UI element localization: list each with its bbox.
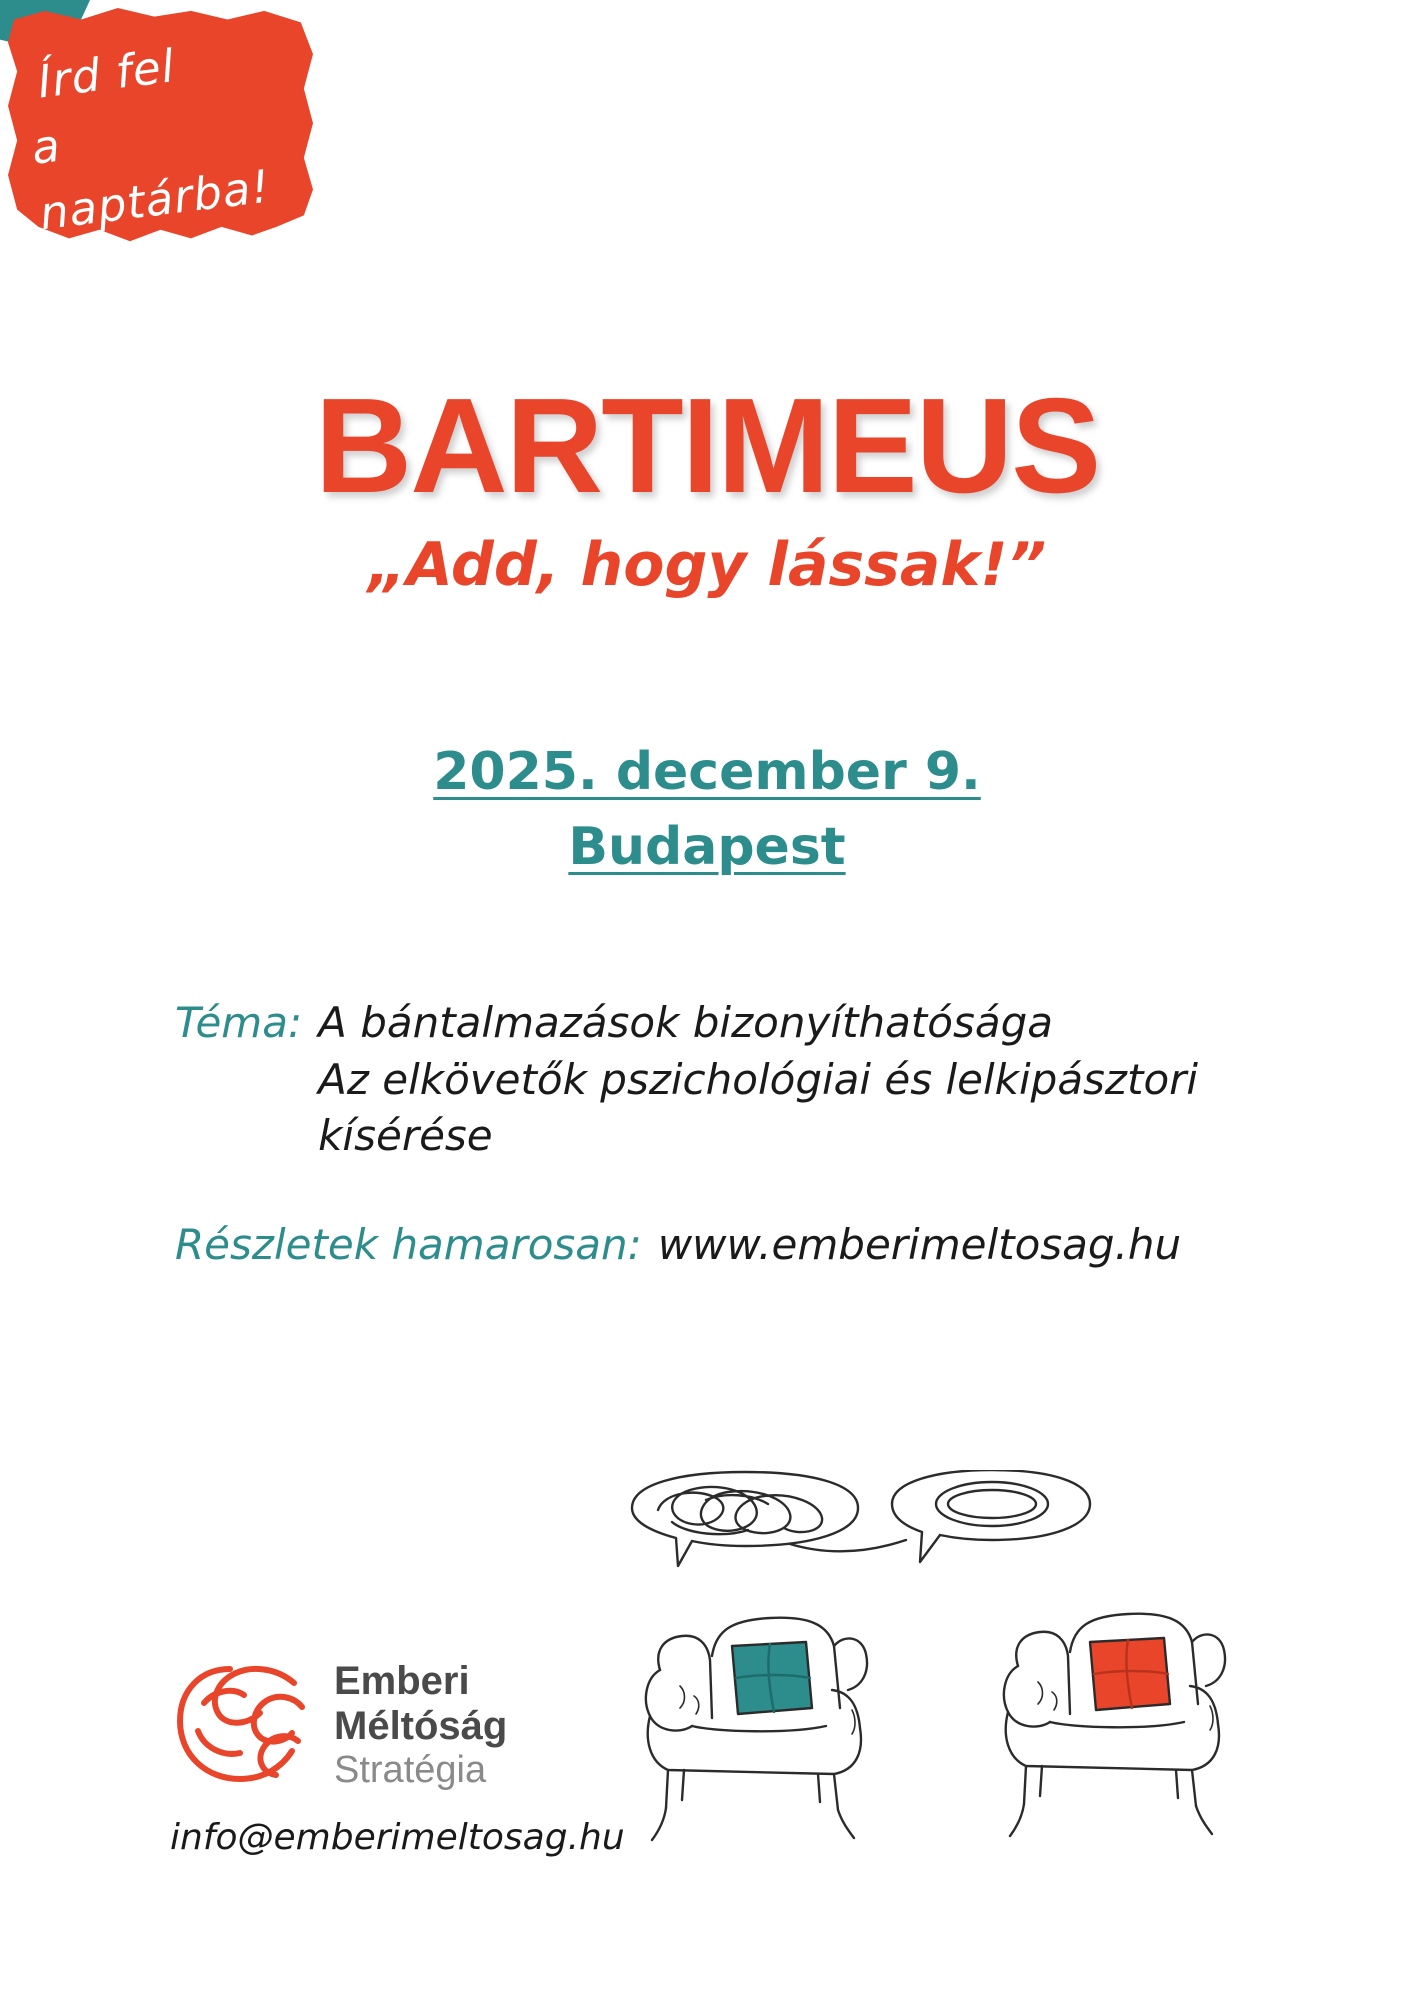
details-section	[175, 995, 1295, 1284]
topic-values	[318, 995, 1295, 1165]
logo-line-3: Stratégia	[334, 1748, 487, 1791]
info-row	[175, 1217, 1295, 1274]
event-date: 2025. december 9.	[433, 742, 981, 802]
logo-row	[170, 1655, 590, 1795]
topic-line-2: Az elkövetők pszichológiai és lelkipásztori kísérése	[318, 1054, 1199, 1161]
calendar-sticker	[0, 0, 330, 320]
page-title: BARTIMEUS	[314, 370, 1100, 521]
sticker-text	[28, 20, 306, 245]
sticker-line-2: a naptárba!	[28, 118, 274, 240]
event-city: Budapest	[568, 817, 846, 878]
armchairs-illustration	[620, 1470, 1320, 1900]
info-label: Részletek hamarosan:	[175, 1220, 642, 1270]
logo-line-1: Emberi	[334, 1658, 470, 1703]
sticker-line-1: Írd fel	[34, 39, 178, 109]
event-date-location	[0, 735, 1414, 886]
contact-email[interactable]: info@emberimeltosag.hu	[170, 1817, 625, 1858]
topic-label: Téma:	[175, 998, 303, 1047]
organization-footer	[170, 1655, 625, 1858]
topic-line-1: A bántalmazások bizonyíthatósága	[318, 998, 1053, 1047]
logo-line-2: Méltóság	[334, 1703, 508, 1748]
website-link[interactable]: www.emberimeltosag.hu	[657, 1220, 1182, 1270]
title-block	[0, 370, 1414, 600]
topic-row	[175, 995, 1295, 1165]
armchairs-svg	[620, 1470, 1320, 1900]
logo-wordmark	[320, 1659, 507, 1791]
page-subtitle: „Add, hogy lássak!”	[367, 530, 1047, 600]
emberi-meltosag-logo-icon	[170, 1655, 320, 1795]
